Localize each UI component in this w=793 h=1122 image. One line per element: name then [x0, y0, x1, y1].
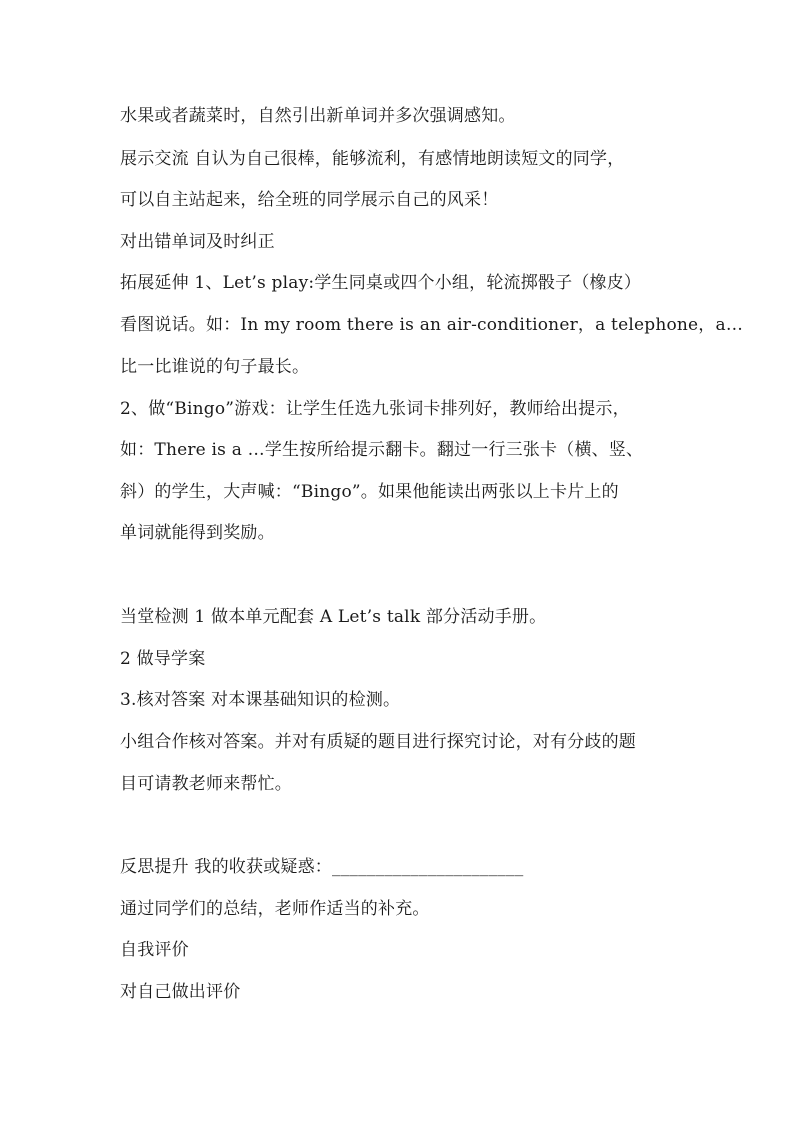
text-line-1: 水果或者蔬菜时，自然引出新单词并多次强调感知。	[120, 106, 516, 126]
text-line-19: 自我评价	[120, 940, 189, 960]
text-line-8: 2、做“Bingo”游戏：让学生任选九张词卡排列好，教师给出提示，	[120, 399, 630, 419]
text-line-7: 比一比谁说的句子最长。	[120, 357, 310, 377]
text-line-2: 展示交流 自认为自己很棒，能够流利，有感情地朗读短文的同学，	[120, 149, 625, 169]
text-line-16: 目可请教老师来帮忙。	[120, 774, 292, 794]
text-line-13: 2 做导学案	[120, 649, 206, 669]
text-line-4: 对出错单词及时纠正	[120, 232, 275, 252]
text-line-17: 反思提升 我的收获或疑惑：______________________	[120, 857, 524, 877]
text-line-10: 斜）的学生，大声喊：“Bingo”。如果他能读出两张以上卡片上的	[120, 482, 619, 502]
text-line-3: 可以自主站起来，给全班的同学展示自己的风采！	[120, 190, 499, 210]
text-line-18: 通过同学们的总结，老师作适当的补充。	[120, 899, 430, 919]
text-line-6: 看图说话。如：In my room there is an air-conditioner，a telephone，a…	[120, 315, 744, 335]
text-line-15: 小组合作核对答案。并对有质疑的题目进行探究讨论，对有分歧的题	[120, 732, 636, 752]
text-line-11: 单词就能得到奖励。	[120, 523, 275, 543]
text-line-12: 当堂检测 1 做本单元配套 A Let’s talk 部分活动手册。	[120, 607, 547, 627]
text-line-14: 3.核对答案 对本课基础知识的检测。	[120, 690, 401, 710]
text-line-20: 对自己做出评价	[120, 982, 241, 1002]
text-line-5: 拓展延伸 1、Let’s play:学生同桌或四个小组，轮流掷骰子（橡皮）	[120, 273, 642, 293]
text-line-9: 如：There is a …学生按所给提示翻卡。翻过一行三张卡（横、竖、	[120, 440, 644, 460]
